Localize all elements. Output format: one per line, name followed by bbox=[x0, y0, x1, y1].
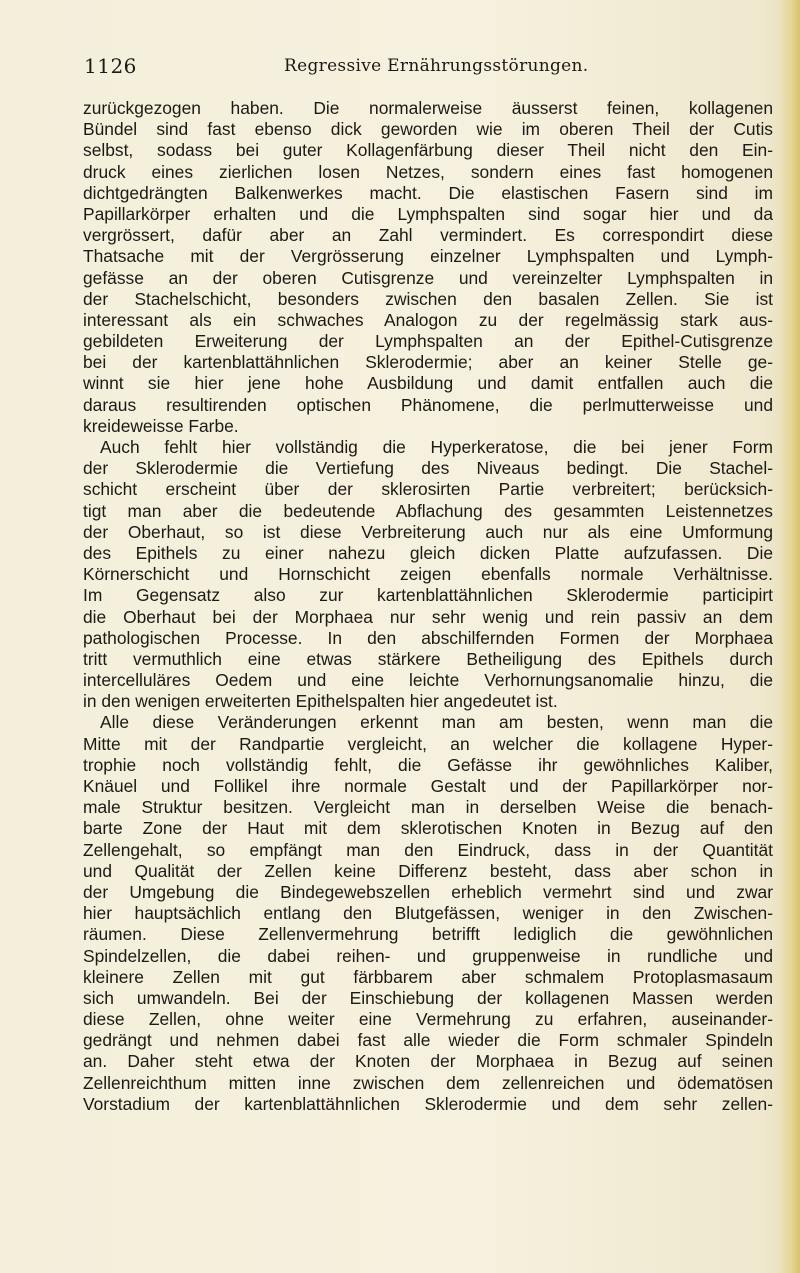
text-line: selbst, sodass bei guter Kollagenfärbung dieser Theil nicht den Ein- bbox=[83, 140, 773, 161]
text-line: male Struktur besitzen. Vergleicht man in derselben Weise die benach- bbox=[83, 797, 773, 818]
text-line: räumen. Diese Zellenvermehrung betrifft lediglich die gewöhnlichen bbox=[83, 924, 773, 945]
text-line: des Epithels zu einer nahezu gleich dicken Platte aufzufassen. Die bbox=[83, 542, 773, 563]
paragraph bbox=[83, 712, 773, 1115]
text-line: daraus resultirenden optischen Phänomene, die perlmutterweisse und bbox=[83, 394, 773, 415]
text-line: trophie noch vollständig fehlt, die Gefässe ihr gewöhnliches Kaliber, bbox=[83, 754, 773, 775]
text-line: diese Zellen, ohne weiter eine Vermehrung zu erfahren, auseinander- bbox=[83, 1009, 773, 1030]
text-line: und Qualität der Zellen keine Differenz besteht, dass aber schon in bbox=[83, 860, 773, 881]
text-line: Zellengehalt, so empfängt man den Eindruck, dass in der Quantität bbox=[83, 839, 773, 860]
paragraph bbox=[83, 437, 773, 712]
text-line: Auch fehlt hier vollständig die Hyperkeratose, die bei jener Form bbox=[100, 437, 773, 457]
text-line: interessant als ein schwaches Analogon zu der regelmässig stark aus- bbox=[83, 309, 773, 330]
text-line: gefässe an der oberen Cutisgrenze und vereinzelter Lymphspalten in bbox=[83, 267, 773, 288]
text-line: tigt man aber die bedeutende Abflachung des gesammten Leistennetzes bbox=[83, 500, 773, 521]
text-line: Thatsache mit der Vergrösserung einzelner Lymphspalten und Lymph- bbox=[83, 246, 773, 267]
page-header bbox=[84, 54, 774, 78]
text-line: bei der kartenblattähnlichen Sklerodermie; aber an keiner Stelle ge- bbox=[83, 352, 773, 373]
text-line: zurückgezogen haben. Die normalerweise äusserst feinen, kollagenen bbox=[83, 98, 773, 118]
text-line: an. Daher steht etwa der Knoten der Morphaea in Bezug auf seinen bbox=[83, 1051, 773, 1072]
text-line: druck eines zierlichen losen Netzes, sondern eines fast homogenen bbox=[83, 161, 773, 182]
text-line: Körnerschicht und Hornschicht zeigen ebenfalls normale Verhältnisse. bbox=[83, 564, 773, 585]
text-line: kreideweisse Farbe. bbox=[83, 415, 239, 436]
text-line: die Oberhaut bei der Morphaea nur sehr wenig und rein passiv an dem bbox=[83, 606, 773, 627]
text-line: winnt sie hier jene hohe Ausbildung und damit entfallen auch die bbox=[83, 373, 773, 394]
page-number: 1126 bbox=[84, 54, 137, 78]
text-line: Im Gegensatz also zur kartenblattähnlichen Sklerodermie participirt bbox=[83, 585, 773, 606]
text-line: schicht erscheint über der sklerosirten Partie verbreitert; berücksich- bbox=[83, 479, 773, 500]
text-line: der Umgebung die Bindegewebszellen erheblich vermehrt sind und zwar bbox=[83, 881, 773, 902]
text-line: gedrängt und nehmen dabei fast alle wieder die Form schmaler Spindeln bbox=[83, 1030, 773, 1051]
text-line: der Stachelschicht, besonders zwischen den basalen Zellen. Sie ist bbox=[83, 288, 773, 309]
text-line: Vorstadium der kartenblattähnlichen Sklerodermie und dem sehr zellen- bbox=[83, 1093, 773, 1114]
text-line: tritt vermuthlich eine etwas stärkere Betheiligung des Epithels durch bbox=[83, 648, 773, 669]
page-edge-shadow bbox=[778, 0, 800, 1273]
text-line: der Sklerodermie die Vertiefung des Niveaus bedingt. Die Stachel- bbox=[83, 458, 773, 479]
text-line: hier hauptsächlich entlang den Blutgefässen, weniger in den Zwischen- bbox=[83, 903, 773, 924]
text-line: Alle diese Veränderungen erkennt man am besten, wenn man die bbox=[100, 712, 773, 733]
text-line: pathologischen Processe. In den abschilfernden Formen der Morphaea bbox=[83, 627, 773, 648]
text-line: kleinere Zellen mit gut färbbarem aber schmalem Protoplasmasaum bbox=[83, 966, 773, 987]
text-line: gebildeten Erweiterung der Lymphspalten an der Epithel-Cutisgrenze bbox=[83, 331, 773, 352]
text-line: barte Zone der Haut mit dem sklerotischen Knoten in Bezug auf den bbox=[83, 818, 773, 839]
text-line: vergrössert, dafür aber an Zahl vermindert. Es correspondirt diese bbox=[83, 225, 773, 246]
text-line: Mitte mit der Randpartie vergleicht, an welcher die kollagene Hyper- bbox=[83, 733, 773, 754]
text-line: Zellenreichthum mitten inne zwischen dem zellenreichen und ödematösen bbox=[83, 1072, 773, 1093]
text-line: Papillarkörper erhalten und die Lymphspalten sind sogar hier und da bbox=[83, 203, 773, 224]
paragraph bbox=[83, 98, 773, 437]
text-line: Bündel sind fast ebenso dick geworden wie im oberen Theil der Cutis bbox=[83, 119, 773, 140]
body-text bbox=[83, 98, 773, 1115]
running-head: Regressive Ernährungsstörungen. bbox=[284, 56, 589, 76]
text-line: in den wenigen erweiterten Epithelspalten hier angedeutet ist. bbox=[83, 691, 558, 712]
text-line: intercelluläres Oedem und eine leichte Verhornungsanomalie hinzu, die bbox=[83, 670, 773, 691]
text-line: der Oberhaut, so ist diese Verbreiterung auch nur als eine Umformung bbox=[83, 521, 773, 542]
text-line: dichtgedrängten Balkenwerkes macht. Die elastischen Fasern sind im bbox=[83, 182, 773, 203]
text-line: Knäuel und Follikel ihre normale Gestalt und der Papillarkörper nor- bbox=[83, 776, 773, 796]
text-line: sich umwandeln. Bei der Einschiebung der kollagenen Massen werden bbox=[83, 987, 773, 1008]
text-line: Spindelzellen, die dabei reihen- und gruppenweise in rundliche und bbox=[83, 945, 773, 966]
